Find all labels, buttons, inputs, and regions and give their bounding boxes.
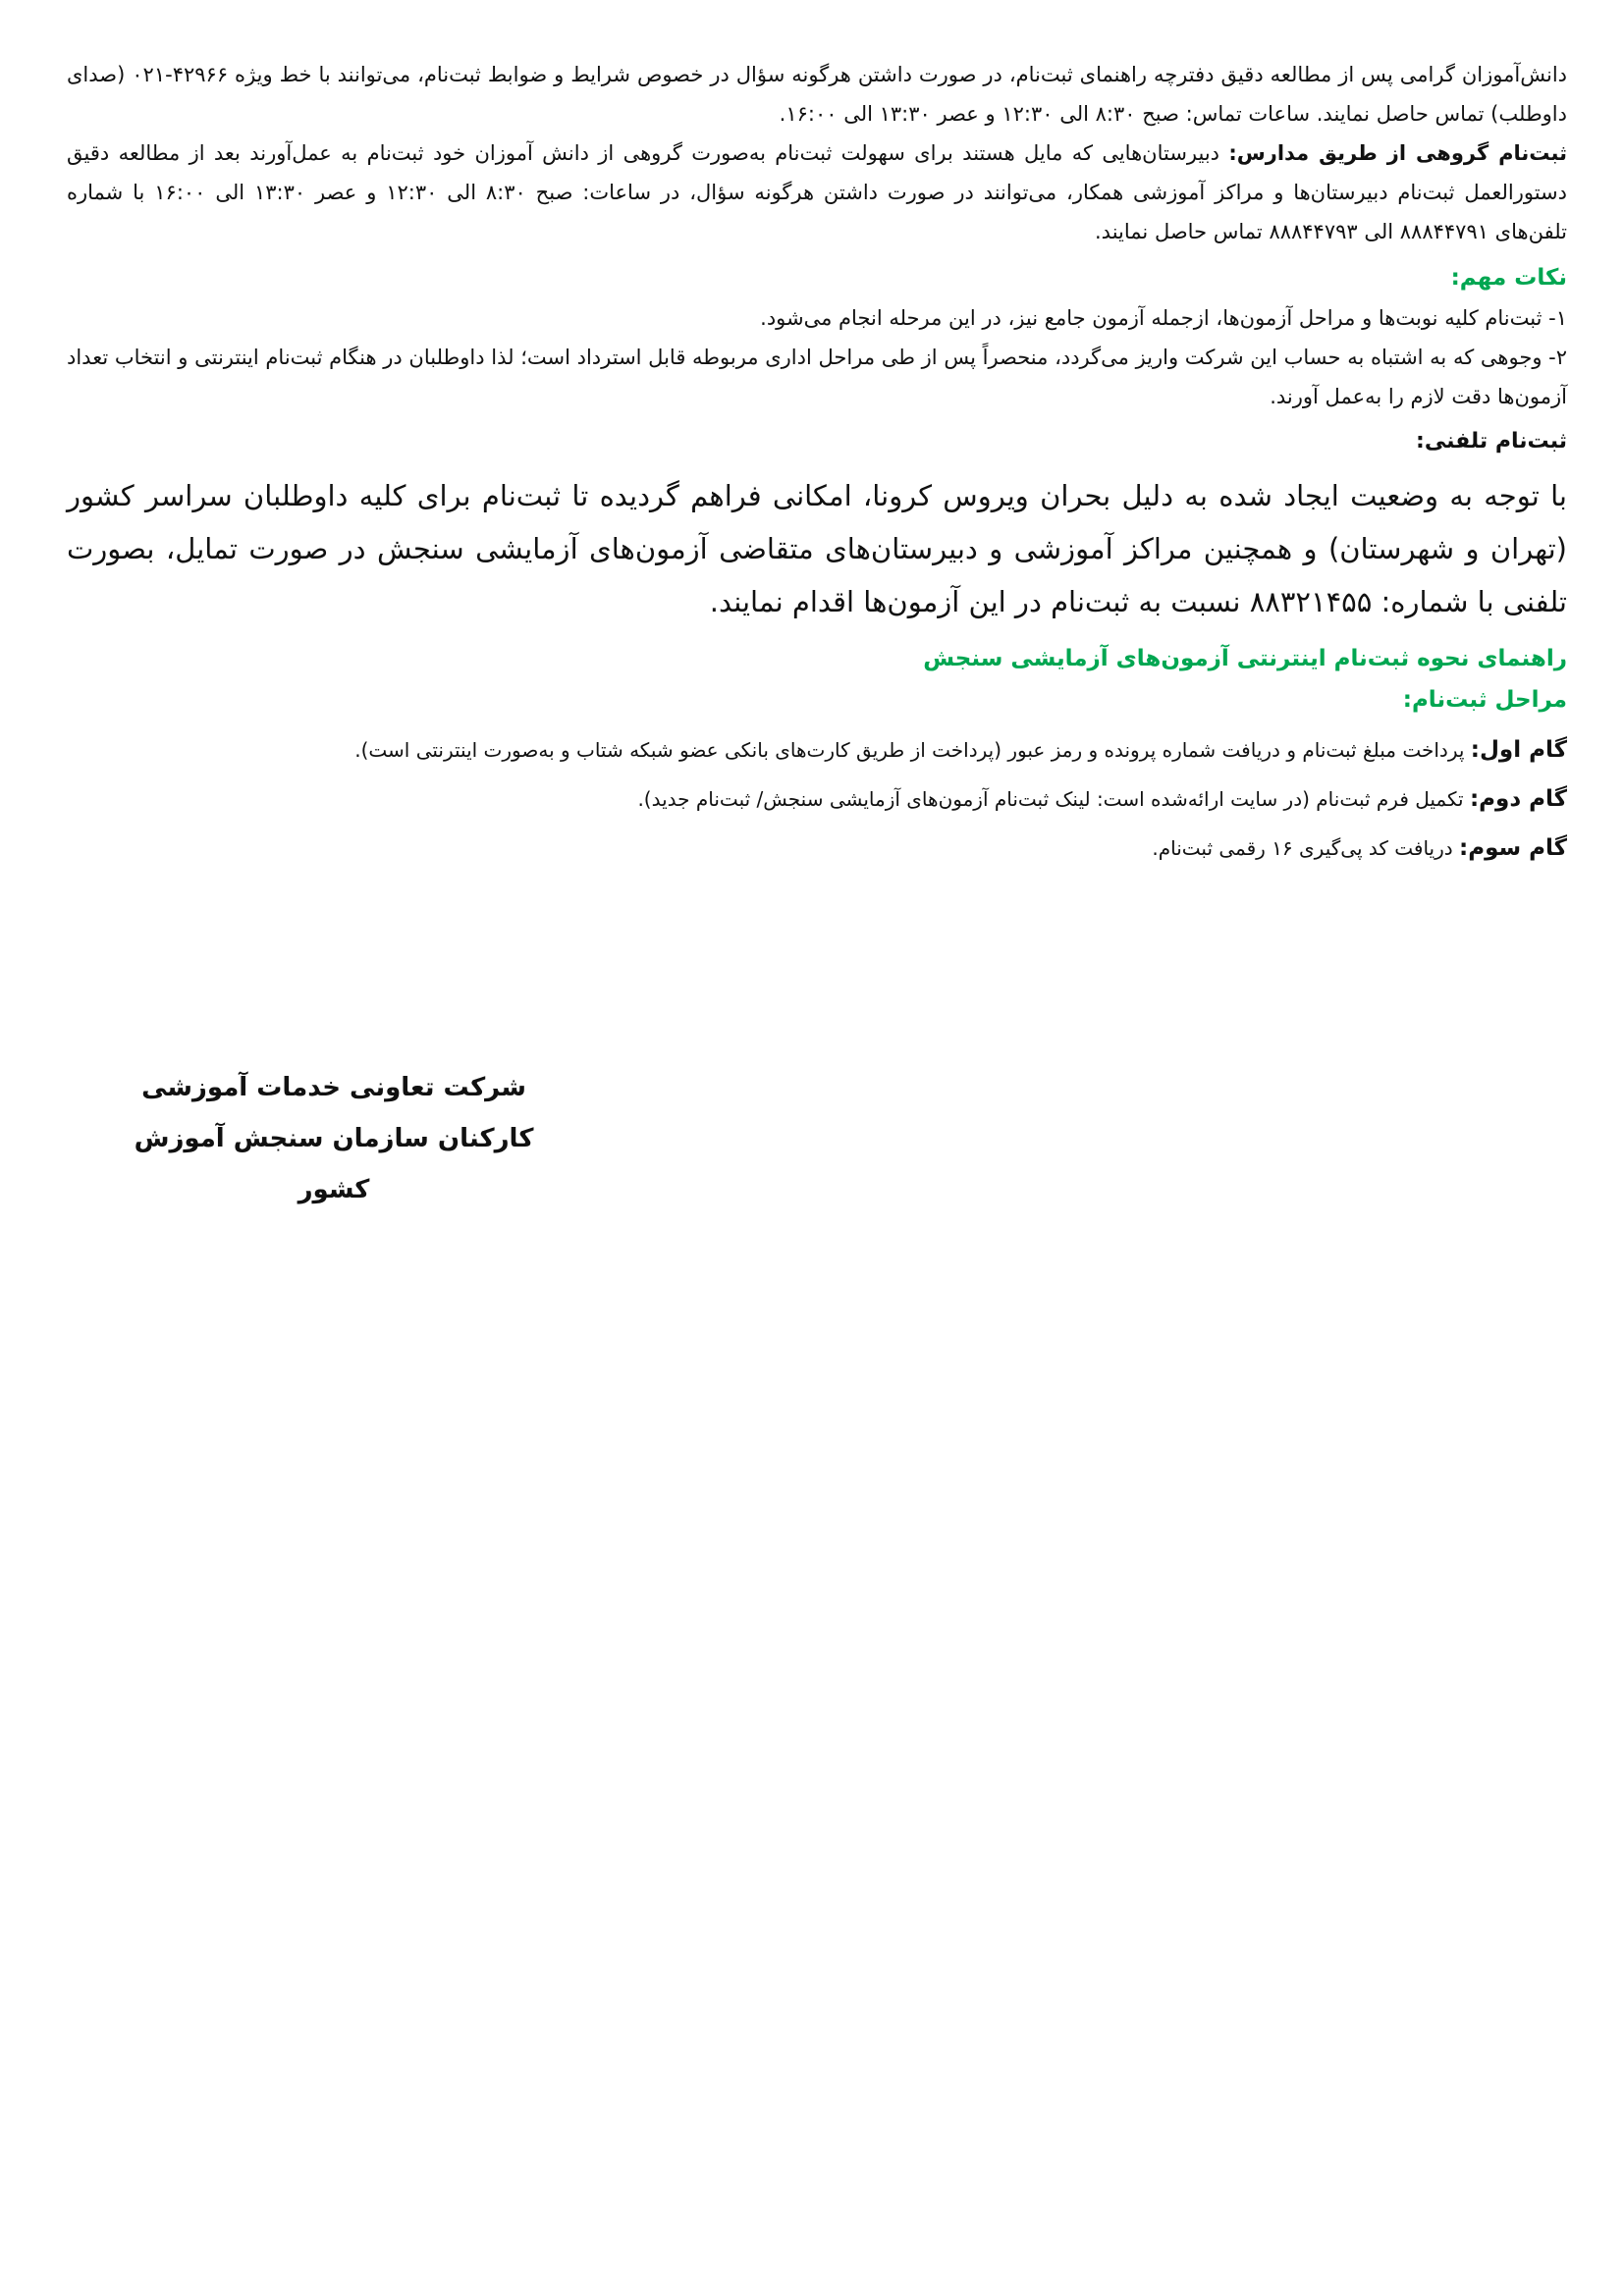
guide-title: راهنمای نحوه ثبت‌نام اینترنتی آزمون‌های آزمایشی سنجش <box>923 646 1567 671</box>
note-item-2: ۲- وجوهی که به اشتباه به حساب این شرکت واریز می‌گردد، منحصراً پس از طی مراحل اداری مربوطه قابل استرداد است؛ لذا داوطلبان در هنگام ثبت‌نام اینترنتی و انتخاب تعداد آزمون‌ها دقت لازم را به‌عمل آورند. <box>67 346 1567 408</box>
signature-line-1: شرکت تعاونی خدمات آموزشی <box>141 1073 526 1102</box>
group-registration-label: ثبت‌نام گروهی از طریق مدارس: <box>1228 141 1567 165</box>
phone-registration-paragraph: با توجه به وضعیت ایجاد شده به دلیل بحران ویروس کرونا، امکانی فراهم گردیده تا ثبت‌نام برای کلیه داوطلبان سراسر کشور (تهران و شهرستان) و همچنین مراکز آموزشی و دبیرستان‌های متقاضی آزمون‌های آزمایشی سنجش در صورت تمایل، بصورت تلفنی با شماره: ۸۸۳۲۱۴۵۵ نسبت به ثبت‌نام در این آزمون‌ها اقدام نمایند. <box>67 479 1567 618</box>
step-2-text: تکمیل فرم ثبت‌نام (در سایت ارائه‌شده است: لینک ثبت‌نام آزمون‌های آزمایشی سنجش/ ثبت‌نام جدید). <box>637 787 1470 811</box>
step-1 <box>67 730 1567 770</box>
step-3-label: گام سوم: <box>1459 835 1567 861</box>
note-item-1: ۱- ثبت‌نام کلیه نوبت‌ها و مراحل آزمون‌ها، ازجمله آزمون جامع نیز، در این مرحله انجام می‌شود. <box>760 306 1567 330</box>
signature-block <box>98 1062 569 1215</box>
step-3 <box>67 828 1567 868</box>
signature-line-2: کارکنان سازمان سنجش آموزش کشور <box>134 1124 534 1204</box>
step-2 <box>67 779 1567 819</box>
notes-heading: نکات مهم: <box>1450 265 1567 291</box>
document-body <box>67 55 1567 878</box>
step-1-label: گام اول: <box>1470 737 1567 763</box>
group-registration-paragraph <box>67 133 1567 251</box>
group-registration-text: دبیرستان‌هایی که مایل هستند برای سهولت ثبت‌نام به‌صورت گروهی از دانش آموزان خود ثبت‌نام به عمل‌آورند بعد از مطالعه دقیق دستورالعمل ثبت‌نام دبیرستان‌ها و مراکز آموزشی همکار، می‌توانند در صورت داشتن هرگونه سؤال، در ساعات: صبح ۸:۳۰ الی ۱۲:۳۰ و عصر ۱۳:۳۰ الی ۱۶:۰۰ با شماره تلفن‌های ۸۸۸۴۴۷۹۱ الی ۸۸۸۴۴۷۹۳ تماس حاصل نمایند. <box>67 141 1568 243</box>
step-2-label: گام دوم: <box>1469 786 1567 812</box>
phone-registration-heading: ثبت‌نام تلفنی: <box>1416 429 1567 454</box>
intro-paragraph: دانش‌آموزان گرامی پس از مطالعه دقیق دفترچه راهنمای ثبت‌نام، در صورت داشتن هرگونه سؤال در خصوص شرایط و ضوابط ثبت‌نام، می‌توانند با خط ویژه ۴۲۹۶۶-۰۲۱ (صدای داوطلب) تماس حاصل نمایند. ساعات تماس: صبح ۸:۳۰ الی ۱۲:۳۰ و عصر ۱۳:۳۰ الی ۱۶:۰۰. <box>67 63 1568 126</box>
steps-heading: مراحل ثبت‌نام: <box>1402 687 1567 713</box>
step-3-text: دریافت کد پی‌گیری ۱۶ رقمی ثبت‌نام. <box>1152 836 1460 860</box>
step-1-text: پرداخت مبلغ ثبت‌نام و دریافت شماره پرونده و رمز عبور (پرداخت از طریق کارت‌های بانکی عضو شبکه شتاب و به‌صورت اینترنتی است). <box>354 738 1471 762</box>
